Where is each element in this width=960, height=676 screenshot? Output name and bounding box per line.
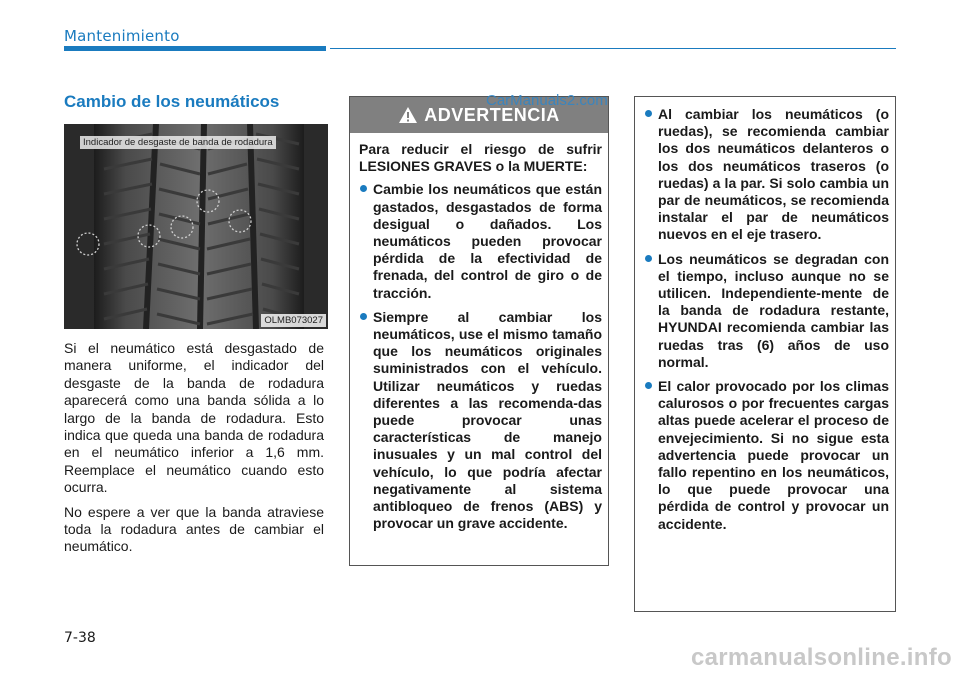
header-rule-thick bbox=[64, 46, 326, 51]
right-bullet-text: El calor provocado por los climas calurosos o por frecuentes cargas altas puede acelerar el proceso de envejecimiento. Si no sigue esta advertencia puede provocar un fallo repentino en los neumáticos, lo que puede provocar una pérdida de control y provocar un accidente. bbox=[658, 378, 889, 532]
header-rule-thin bbox=[330, 48, 896, 49]
section-title: Mantenimiento bbox=[64, 27, 180, 45]
body-paragraph: No espere a ver que la banda atraviese toda la rodadura antes de cambiar el neumático. bbox=[64, 503, 324, 555]
right-panel-text bbox=[644, 106, 889, 540]
warning-bullet bbox=[359, 181, 602, 301]
bullet-dot-icon bbox=[645, 110, 652, 117]
warning-bullet-list bbox=[359, 181, 602, 532]
page-heading: Cambio de los neumáticos bbox=[64, 92, 280, 111]
figure-code: OLMB073027 bbox=[261, 314, 326, 327]
right-bullet bbox=[644, 251, 889, 371]
bullet-dot-icon bbox=[360, 185, 367, 192]
warning-triangle-icon bbox=[398, 106, 418, 124]
watermark-bottom: carmanualsonline.info bbox=[690, 644, 952, 671]
warning-intro: Para reducir el riesgo de sufrir LESIONES GRAVES o la MUERTE: bbox=[359, 141, 602, 175]
bullet-dot-icon bbox=[645, 255, 652, 262]
figure-caption: Indicador de desgaste de banda de rodadura bbox=[80, 136, 276, 149]
warning-bullet bbox=[359, 309, 602, 533]
warning-text bbox=[359, 141, 602, 539]
right-panel bbox=[634, 96, 896, 612]
tire-tread-illustration bbox=[64, 124, 328, 329]
warning-bullet-text: Siempre al cambiar los neumáticos, use el mismo tamaño que los neumáticos originales suministrados con el vehículo. Utilizar neumáticos y ruedas diferentes a las recomenda-das puede provocar unas características de manejo inusuales y un mal control del vehículo, lo que podría afectar negativamente al sistema antibloqueo de frenos (ABS) y provocar un grave accidente. bbox=[373, 308, 602, 532]
warning-bullet-text: Cambie los neumáticos que están gastados, desgastados de forma desigual o dañados. Los neumáticos pueden provocar pérdida de la efectividad de frenada, del control de giro o de tracción. bbox=[373, 181, 602, 301]
page-number: 7-38 bbox=[64, 630, 96, 646]
right-bullet bbox=[644, 378, 889, 533]
watermark-top: CarManuals2.com bbox=[486, 92, 608, 109]
body-text bbox=[64, 340, 324, 563]
body-paragraph: Si el neumático está desgastado de manera uniforme, el indicador del desgaste de la banda de rodadura aparecerá como una banda sólida a lo largo de la banda de rodadura. Esto indica que queda una banda de rodadura en el neumático inferior a 1,6 mm. Reemplace el neumático cuando esto ocurra. bbox=[64, 340, 324, 496]
right-bullet-text: Los neumáticos se degradan con el tiempo, incluso aunque no se utilicen. Independiente-mente de la banda de rodadura restante, HYUNDAI recomienda cambiar las ruedas tras (6) años de uso normal. bbox=[658, 250, 889, 370]
bullet-dot-icon bbox=[360, 313, 367, 320]
right-bullet-text: Al cambiar los neumáticos (o ruedas), se recomienda cambiar los dos neumáticos delanteros o los dos neumáticos traseros (o ruedas) a la par. Si solo cambia un par de neumáticos, se recomienda instalar el par de neumáticos nuevos en el eje trasero. bbox=[658, 106, 889, 243]
warning-box bbox=[349, 96, 609, 566]
right-bullet bbox=[644, 106, 889, 244]
tire-tread-figure bbox=[64, 124, 328, 329]
warning-title: ADVERTENCIA bbox=[424, 104, 560, 125]
right-bullet-list bbox=[644, 106, 889, 533]
bullet-dot-icon bbox=[645, 382, 652, 389]
